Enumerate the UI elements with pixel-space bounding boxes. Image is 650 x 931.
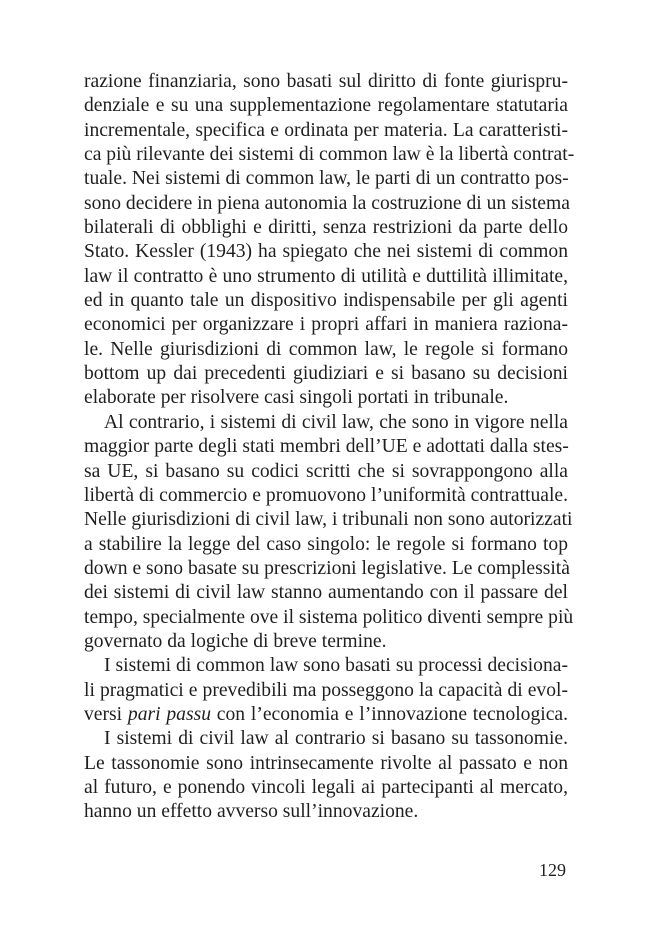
text-line: tempo, specialmente ove il sistema politico diventi sempre più (84, 606, 574, 628)
text-line: down e sono basate su prescrizioni legislative. Le complessità (84, 557, 570, 579)
text-line: law il contratto è uno strumento di utilità e duttilità illimitate, (84, 265, 568, 287)
page-number: 129 (539, 860, 566, 880)
text-line: le. Nelle giurisdizioni di common law, le regole si formano (84, 338, 568, 360)
text-line: economici per organizzare i propri affari in maniera raziona- (84, 314, 568, 336)
text-line: Al contrario, i sistemi di civil law, che sono in vigore nella (104, 411, 568, 433)
text-line: denziale e su una supplementazione regolamentare statutaria (84, 95, 568, 117)
text-line: elaborate per risolvere casi singoli portati in tribunale. (84, 387, 509, 409)
text-line: ed in quanto tale un dispositivo indispensabile per gli agenti (84, 290, 568, 312)
text-line: tuale. Nei sistemi di common law, le parti di un contratto pos- (84, 168, 569, 190)
text-line: governato da logiche di breve termine. (84, 630, 387, 652)
text-line: incrementale, specifica e ordinata per materia. La caratteristi- (84, 119, 568, 141)
text-line: Nelle giurisdizioni di civil law, i tribunali non sono autorizzati (84, 509, 573, 531)
text-line: al futuro, e ponendo vincoli legali ai partecipanti al mercato, (84, 776, 568, 798)
text-line: sono decidere in piena autonomia la costruzione di un sistema (84, 192, 570, 214)
text-line: bottom up dai precedenti giudiziari e si basano su decisioni (84, 363, 568, 385)
text-line: I sistemi di common law sono basati su processi decisiona- (104, 655, 568, 677)
text-line: maggior parte degli stati membri dell’UE e adottati dalla stes- (84, 436, 569, 458)
text-line: libertà di commercio e promuovono l’uniformità contrattuale. (84, 484, 568, 506)
text-line: Stato. Kessler (1943) ha spiegato che nei sistemi di common (84, 241, 568, 263)
text-line: li pragmatici e prevedibili ma posseggono la capacità di evol- (84, 679, 568, 701)
italic-phrase: pari passu (127, 703, 211, 725)
text-line: razione finanziaria, sono basati sul diritto di fonte giurispru- (84, 71, 568, 92)
paragraph-2 (84, 411, 574, 654)
text-line: bilaterali di obblighi e diritti, senza restrizioni da parte dello (84, 217, 568, 239)
text-line: dei sistemi di civil law stanno aumentando con il passare del (84, 582, 568, 604)
text-line: hanno un effetto avverso sull’innovazione. (84, 801, 419, 823)
text-line: I sistemi di civil law al contrario si basano su tassonomie. (104, 728, 568, 750)
text-fragment: versi (84, 703, 128, 725)
text-line: a stabilire la legge del caso singolo: le regole si formano top (84, 533, 568, 555)
paragraph-4 (84, 727, 568, 824)
paragraph-1 (84, 70, 575, 411)
text-line: Le tassonomie sono intrinsecamente rivolte al passato e non (84, 752, 568, 774)
page-body (84, 70, 575, 825)
text-fragment: con l’economia e l’innovazione tecnologica. (211, 703, 569, 725)
paragraph-3 (84, 654, 568, 727)
text-line (84, 703, 568, 727)
text-line: ca più rilevante dei sistemi di common law è la libertà contrat- (84, 144, 575, 166)
text-line: sa UE, si basano su codici scritti che si sovrappongono alla (84, 460, 568, 482)
